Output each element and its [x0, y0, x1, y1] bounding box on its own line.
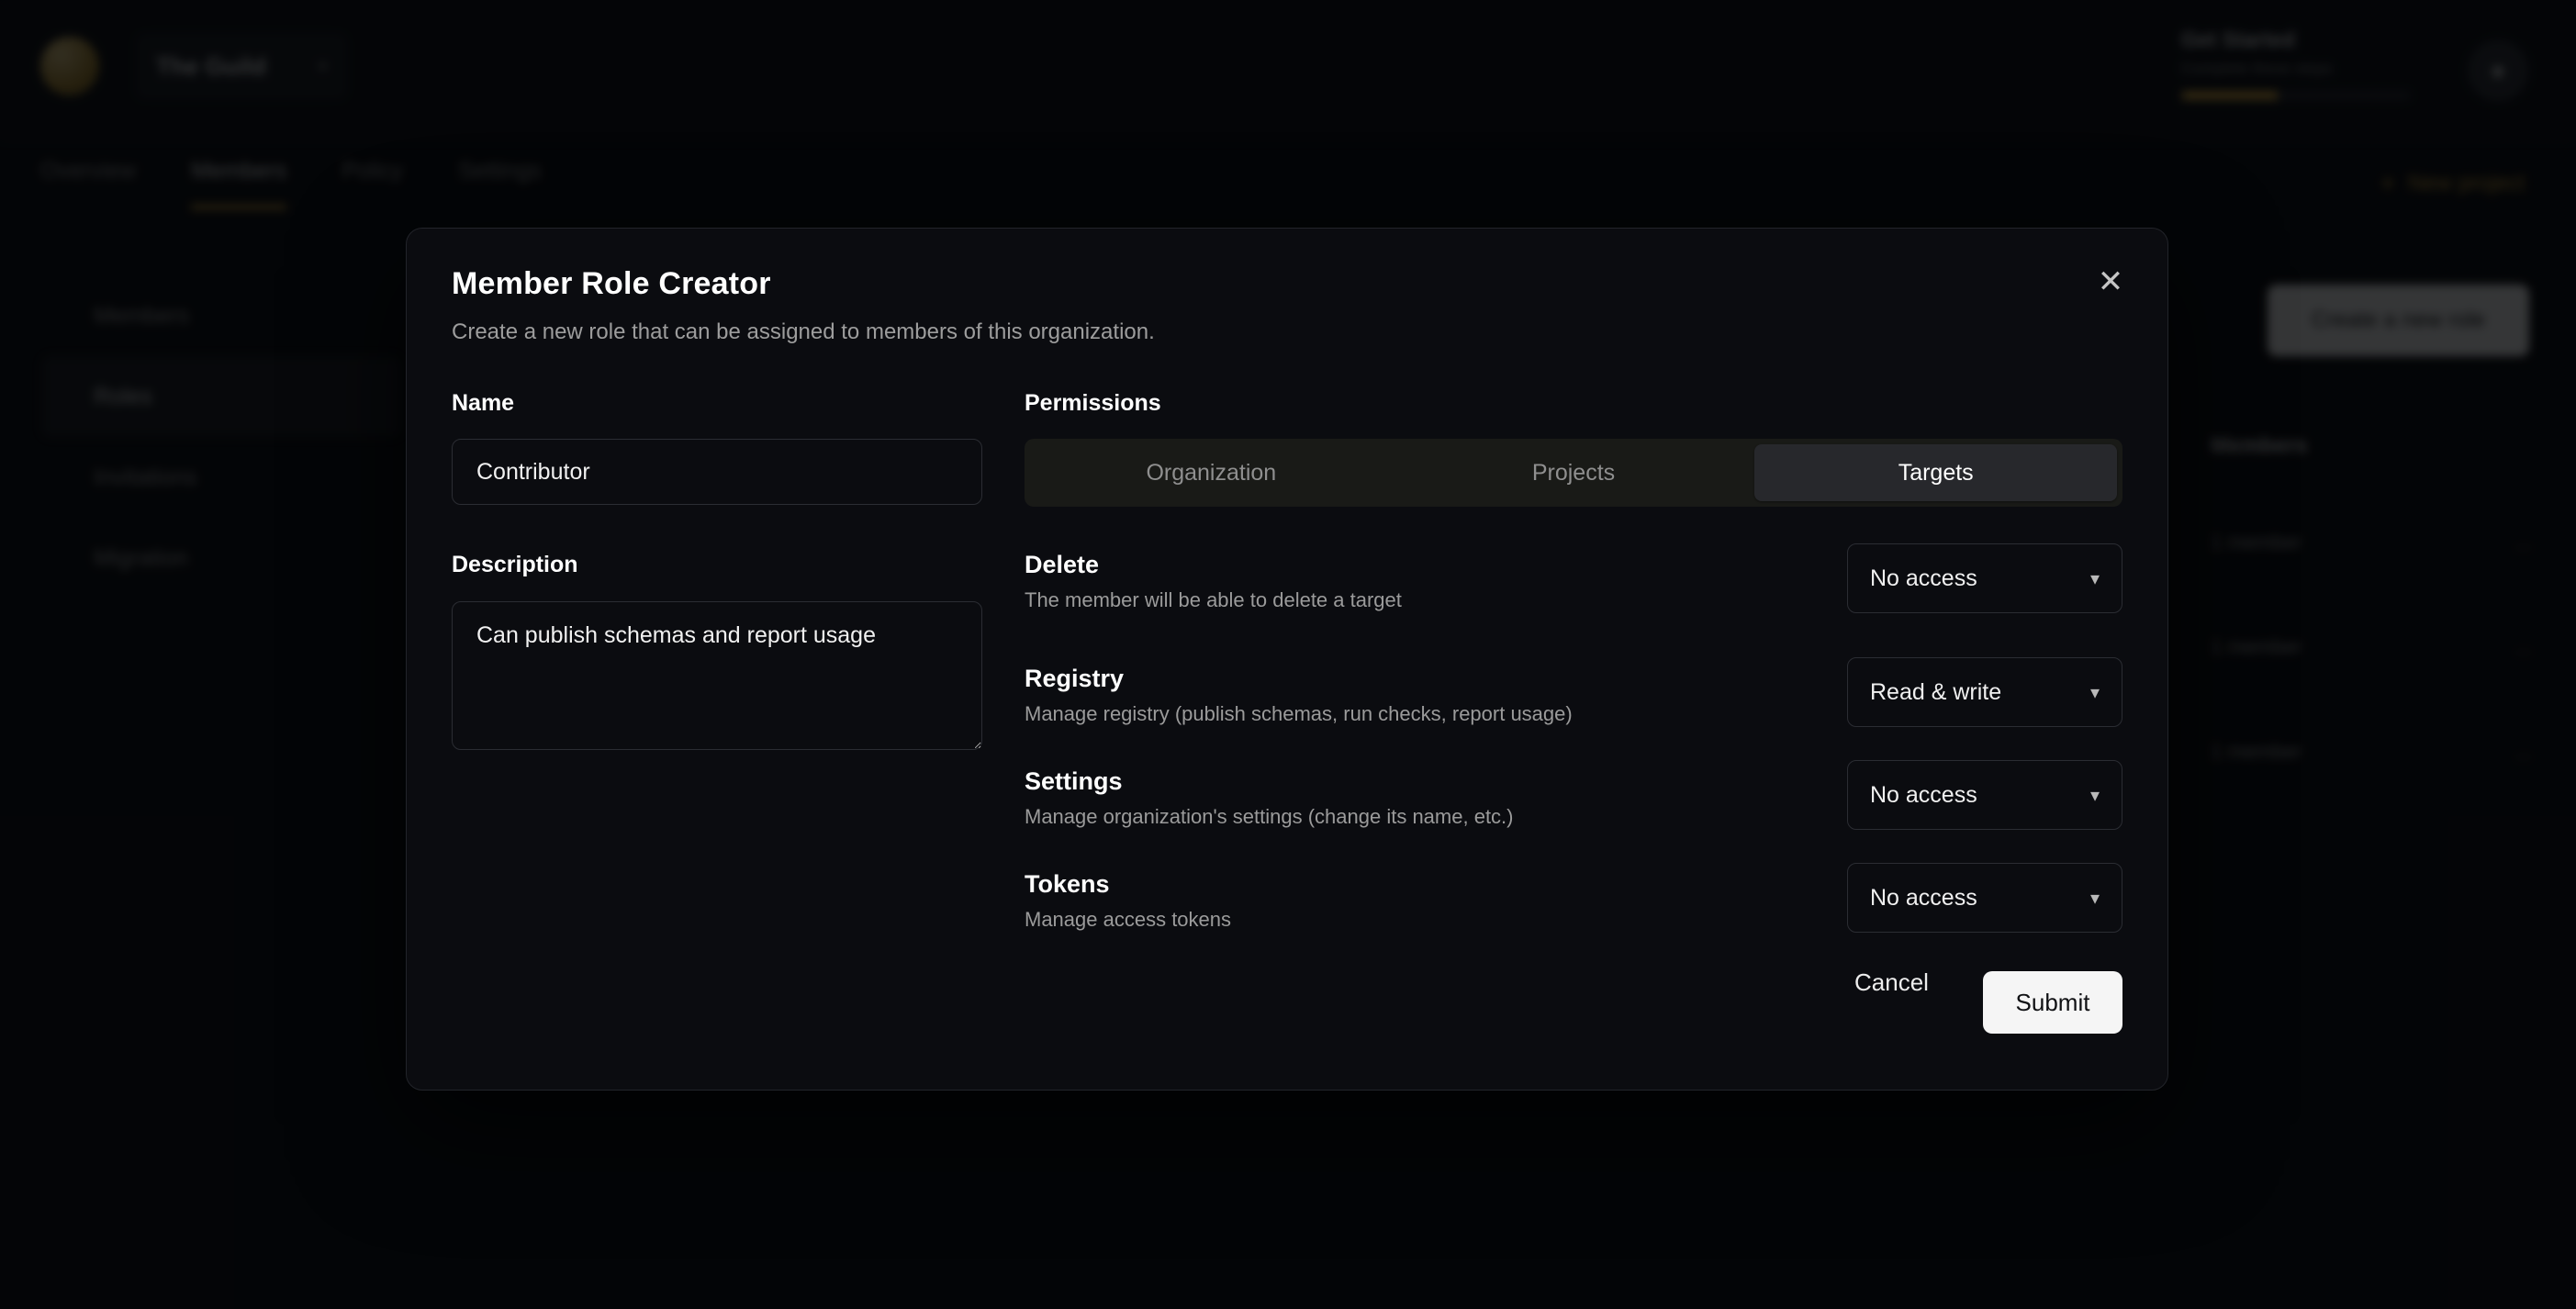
tokens-access-select[interactable] [1847, 863, 2122, 933]
chevron-down-icon: ▾ [2089, 682, 2100, 703]
submit-button[interactable]: Submit [1983, 971, 2122, 1034]
dialog-subtitle: Create a new role that can be assigned to members of this organization. [452, 319, 1155, 344]
permission-row-tokens [1025, 870, 2122, 932]
permissions-label: Permissions [1025, 390, 1161, 416]
close-icon[interactable]: ✕ [2090, 262, 2131, 302]
permission-description: The member will be able to delete a target [1025, 588, 1402, 611]
tab-targets[interactable]: Targets [1754, 444, 2117, 501]
delete-access-select[interactable] [1847, 543, 2122, 613]
permission-title: Delete [1025, 551, 1100, 578]
permission-row-registry [1025, 665, 2122, 726]
description-input[interactable] [452, 601, 982, 750]
permission-row-delete [1025, 551, 2122, 612]
selected-value: Read & write [1870, 678, 2002, 705]
permission-title: Settings [1025, 767, 1123, 795]
selected-value: No access [1870, 781, 1977, 808]
name-input[interactable] [452, 439, 982, 505]
settings-access-select[interactable] [1847, 760, 2122, 830]
permissions-tabs [1025, 439, 2122, 507]
cancel-button[interactable]: Cancel [1854, 968, 1929, 996]
chevron-down-icon: ▾ [2089, 888, 2100, 909]
permission-title: Tokens [1025, 870, 1110, 898]
description-label: Description [452, 552, 578, 577]
permission-description: Manage registry (publish schemas, run checks, report usage) [1025, 702, 1573, 725]
tab-projects[interactable]: Projects [1393, 444, 1755, 501]
tab-organization[interactable]: Organization [1030, 444, 1393, 501]
chevron-down-icon: ▾ [2089, 568, 2100, 589]
name-label: Name [452, 390, 515, 416]
permission-row-settings [1025, 767, 2122, 829]
permission-description: Manage organization's settings (change its name, etc.) [1025, 805, 1514, 828]
permission-description: Manage access tokens [1025, 908, 1232, 931]
selected-value: No access [1870, 884, 1977, 911]
dialog-title: Member Role Creator [452, 266, 771, 301]
permission-title: Registry [1025, 665, 1125, 692]
selected-value: No access [1870, 565, 1977, 591]
chevron-down-icon: ▾ [2089, 785, 2100, 806]
registry-access-select[interactable] [1847, 657, 2122, 727]
